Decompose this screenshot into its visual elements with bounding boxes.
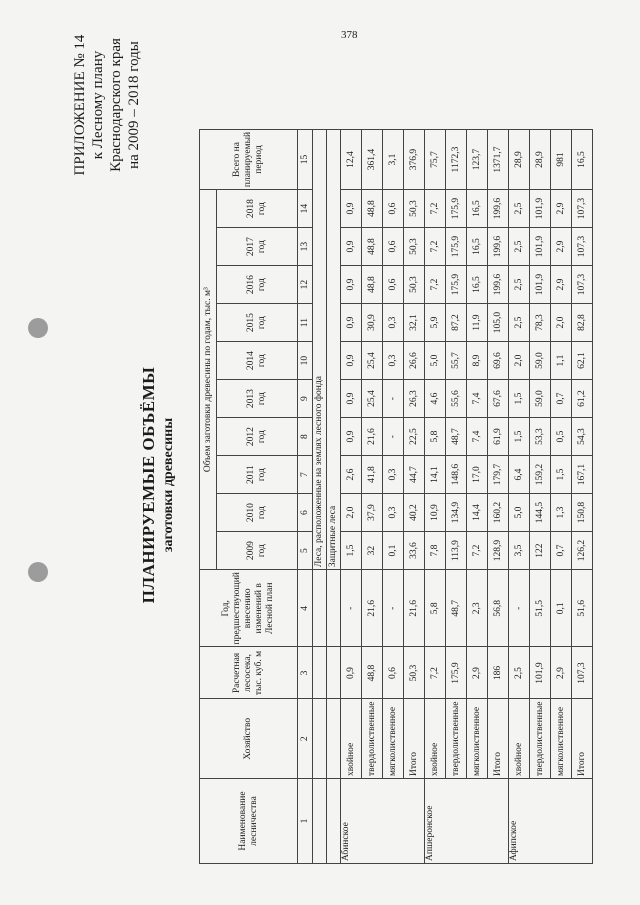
column-number: 13 <box>298 228 313 266</box>
allowable-cut: 50,3 <box>404 647 425 699</box>
farm-type: мягколиственное <box>467 699 488 779</box>
year-value: 107,3 <box>572 190 593 228</box>
year-value: 167,1 <box>572 456 593 494</box>
allowable-cut: 175,9 <box>446 647 467 699</box>
year-value: 0,9 <box>341 228 362 266</box>
allowable-cut: 2,9 <box>551 647 572 699</box>
table-row <box>551 129 572 863</box>
region-name: Апшеронское <box>425 779 509 864</box>
section-label-empty <box>327 699 341 779</box>
year-value: 11,9 <box>467 304 488 342</box>
year-value: 61,2 <box>572 380 593 418</box>
period-total: 361,4 <box>362 129 383 189</box>
year-value: 14,1 <box>425 456 446 494</box>
page-number: 378 <box>341 29 358 41</box>
farm-type: твердолиственные <box>362 699 383 779</box>
year-value: 53,3 <box>530 418 551 456</box>
year-value: 2,5 <box>509 190 530 228</box>
header-year: 2016 год <box>217 266 298 304</box>
year-value: 48,8 <box>362 190 383 228</box>
column-number: 7 <box>298 456 313 494</box>
year-value: 2,5 <box>509 266 530 304</box>
allowable-cut: 0,6 <box>383 647 404 699</box>
year-value: 7,2 <box>425 190 446 228</box>
column-number: 3 <box>298 647 313 699</box>
year-value: 16,5 <box>467 266 488 304</box>
year-value: 0,9 <box>341 304 362 342</box>
header-year: 2014 год <box>217 342 298 380</box>
year-value: 2,9 <box>551 190 572 228</box>
column-number: 6 <box>298 494 313 532</box>
year-value: 7,2 <box>425 266 446 304</box>
year-value: 128,9 <box>488 532 509 570</box>
rotated-page <box>61 0 621 870</box>
year-value: 5,0 <box>509 494 530 532</box>
year-value: 69,6 <box>488 342 509 380</box>
table-row <box>446 129 467 863</box>
period-total: 1172,3 <box>446 129 467 189</box>
year-value: 2,0 <box>551 304 572 342</box>
year-value: 87,2 <box>446 304 467 342</box>
section-label-empty <box>313 647 327 699</box>
section-label-empty <box>313 699 327 779</box>
column-number: 4 <box>298 570 313 647</box>
period-total: 28,9 <box>530 129 551 189</box>
year-value: 126,2 <box>572 532 593 570</box>
year-value: 1,1 <box>551 342 572 380</box>
year-value: 6,4 <box>509 456 530 494</box>
column-number: 10 <box>298 342 313 380</box>
section-row <box>327 129 341 863</box>
table-row <box>467 129 488 863</box>
year-value: 55,7 <box>446 342 467 380</box>
year-value: 199,6 <box>488 190 509 228</box>
year-value: 7,4 <box>467 380 488 418</box>
header-total: Всего на планируемый период <box>200 129 298 189</box>
year-value: 1,5 <box>341 532 362 570</box>
period-total: 28,9 <box>509 129 530 189</box>
header-volume: Объем заготовки древесины по годам, тыс. м³ <box>200 190 217 570</box>
column-number: 11 <box>298 304 313 342</box>
section-label-empty <box>327 647 341 699</box>
year-value: 0,9 <box>341 342 362 380</box>
year-value: 2,5 <box>509 304 530 342</box>
allowable-cut: 7,2 <box>425 647 446 699</box>
year-value: 0,3 <box>383 456 404 494</box>
header-year: 2013 год <box>217 380 298 418</box>
year-value: 54,3 <box>572 418 593 456</box>
year-value: 40,2 <box>404 494 425 532</box>
harvest-table <box>199 129 593 864</box>
prev-year-value: - <box>341 570 362 647</box>
year-value: 59,0 <box>530 342 551 380</box>
appendix-note <box>71 5 143 205</box>
allowable-cut: 2,9 <box>467 647 488 699</box>
year-value: 0,9 <box>341 266 362 304</box>
appendix-line: к Лесному плану <box>90 50 106 160</box>
table-row <box>341 129 362 863</box>
farm-type: твердолиственные <box>446 699 467 779</box>
prev-year-value: 51,5 <box>530 570 551 647</box>
appendix-line: Краснодарского края <box>108 38 124 172</box>
year-value: 82,8 <box>572 304 593 342</box>
year-value: 78,3 <box>530 304 551 342</box>
prev-year-value: 21,6 <box>404 570 425 647</box>
year-value: 32,1 <box>404 304 425 342</box>
year-value: 0,7 <box>551 532 572 570</box>
year-value: 7,2 <box>467 532 488 570</box>
header-number-row <box>298 129 313 863</box>
year-value: 25,4 <box>362 342 383 380</box>
year-value: 30,9 <box>362 304 383 342</box>
year-value: - <box>383 418 404 456</box>
year-value: 50,3 <box>404 266 425 304</box>
year-value: 33,6 <box>404 532 425 570</box>
year-value: 0,6 <box>383 228 404 266</box>
year-value: 134,9 <box>446 494 467 532</box>
year-value: 144,5 <box>530 494 551 532</box>
year-value: 5,9 <box>425 304 446 342</box>
appendix-line: на 2009 – 2018 годы <box>126 41 142 169</box>
year-value: 1,5 <box>509 380 530 418</box>
column-number: 1 <box>298 779 313 864</box>
year-value: 160,2 <box>488 494 509 532</box>
year-value: 4,6 <box>425 380 446 418</box>
table-row <box>425 129 446 863</box>
year-value: 0,3 <box>383 494 404 532</box>
year-value: 26,6 <box>404 342 425 380</box>
year-value: 67,6 <box>488 380 509 418</box>
year-value: 41,8 <box>362 456 383 494</box>
farm-type: твердолиственные <box>530 699 551 779</box>
year-value: 48,8 <box>362 228 383 266</box>
column-number: 2 <box>298 699 313 779</box>
period-total: 1371,7 <box>488 129 509 189</box>
year-value: 105,0 <box>488 304 509 342</box>
year-value: 101,9 <box>530 266 551 304</box>
allowable-cut: 48,8 <box>362 647 383 699</box>
year-value: 2,0 <box>341 494 362 532</box>
year-value: 5,8 <box>425 418 446 456</box>
header-year: 2009 год <box>217 532 298 570</box>
header-year: 2015 год <box>217 304 298 342</box>
year-value: 0,7 <box>551 380 572 418</box>
year-value: 7,4 <box>467 418 488 456</box>
year-value: 25,4 <box>362 380 383 418</box>
prev-year-value: - <box>383 570 404 647</box>
year-value: 7,8 <box>425 532 446 570</box>
year-value: 1,3 <box>551 494 572 532</box>
period-total: 376,9 <box>404 129 425 189</box>
year-value: 199,6 <box>488 266 509 304</box>
year-value: 2,5 <box>509 228 530 266</box>
subtitle: заготовки древесины <box>161 417 176 553</box>
header-prev-year: Год, предшествующий внесению изменений в Лесной план <box>200 570 298 647</box>
year-value: 2,9 <box>551 228 572 266</box>
farm-type: хвойное <box>341 699 362 779</box>
year-value: 14,4 <box>467 494 488 532</box>
year-value: 61,9 <box>488 418 509 456</box>
year-value: 37,9 <box>362 494 383 532</box>
year-value: 150,8 <box>572 494 593 532</box>
farm-type: хвойное <box>425 699 446 779</box>
section-label-empty <box>327 570 341 647</box>
year-value: 21,6 <box>362 418 383 456</box>
section-label: Леса, расположенные на землях лесного фонда <box>313 129 327 569</box>
year-value: 7,2 <box>425 228 446 266</box>
period-total: 16,5 <box>572 129 593 189</box>
farm-type: Итого <box>572 699 593 779</box>
header-year: 2011 год <box>217 456 298 494</box>
region-name: Абинское <box>341 779 425 864</box>
header-region: Наименование лесничества <box>200 779 298 864</box>
year-value: 3,5 <box>509 532 530 570</box>
year-value: - <box>383 380 404 418</box>
year-value: 0,6 <box>383 190 404 228</box>
year-value: 32 <box>362 532 383 570</box>
column-number: 8 <box>298 418 313 456</box>
year-value: 0,9 <box>341 380 362 418</box>
appendix-line: ПРИЛОЖЕНИЕ № 14 <box>72 34 88 176</box>
year-value: 50,3 <box>404 228 425 266</box>
year-value: 26,3 <box>404 380 425 418</box>
year-value: 175,9 <box>446 190 467 228</box>
table-row <box>572 129 593 863</box>
year-value: 48,7 <box>446 418 467 456</box>
table-row <box>488 129 509 863</box>
title: ПЛАНИРУЕМЫЕ ОБЪЁМЫ <box>139 366 158 604</box>
year-value: 175,9 <box>446 228 467 266</box>
year-value: 8,9 <box>467 342 488 380</box>
section-label: Защитные леса <box>327 129 341 569</box>
year-value: 107,3 <box>572 266 593 304</box>
year-value: 0,9 <box>341 190 362 228</box>
allowable-cut: 186 <box>488 647 509 699</box>
prev-year-value: 5,8 <box>425 570 446 647</box>
farm-type: Итого <box>404 699 425 779</box>
prev-year-value: 51,6 <box>572 570 593 647</box>
punch-hole-top <box>28 318 48 338</box>
year-value: 0,9 <box>341 418 362 456</box>
year-value: 16,5 <box>467 190 488 228</box>
section-row <box>313 129 327 863</box>
year-value: 107,3 <box>572 228 593 266</box>
allowable-cut: 107,3 <box>572 647 593 699</box>
year-value: 22,5 <box>404 418 425 456</box>
year-value: 62,1 <box>572 342 593 380</box>
year-value: 0,3 <box>383 304 404 342</box>
table-row <box>383 129 404 863</box>
year-value: 55,6 <box>446 380 467 418</box>
prev-year-value: 56,8 <box>488 570 509 647</box>
year-value: 179,7 <box>488 456 509 494</box>
year-value: 44,7 <box>404 456 425 494</box>
year-value: 48,8 <box>362 266 383 304</box>
table-head <box>200 129 313 863</box>
column-number: 5 <box>298 532 313 570</box>
year-value: 5,0 <box>425 342 446 380</box>
allowable-cut: 101,9 <box>530 647 551 699</box>
prev-year-value: 21,6 <box>362 570 383 647</box>
header-year: 2018 год <box>217 190 298 228</box>
period-total: 123,7 <box>467 129 488 189</box>
year-value: 17,0 <box>467 456 488 494</box>
year-value: 148,6 <box>446 456 467 494</box>
year-value: 59,0 <box>530 380 551 418</box>
region-name: Афипское <box>509 779 593 864</box>
year-value: 1,5 <box>509 418 530 456</box>
prev-year-value: 48,7 <box>446 570 467 647</box>
table-row <box>530 129 551 863</box>
farm-type: мягколиственное <box>383 699 404 779</box>
allowable-cut: 0,9 <box>341 647 362 699</box>
punch-hole-bottom <box>28 562 48 582</box>
document-title <box>139 300 177 670</box>
farm-type: мягколиственное <box>551 699 572 779</box>
year-value: 0,5 <box>551 418 572 456</box>
header-year: 2017 год <box>217 228 298 266</box>
year-value: 101,9 <box>530 228 551 266</box>
column-number: 14 <box>298 190 313 228</box>
header-farm: Хозяйство <box>200 699 298 779</box>
year-value: 50,3 <box>404 190 425 228</box>
column-number: 12 <box>298 266 313 304</box>
section-label-empty <box>313 570 327 647</box>
farm-type: Итого <box>488 699 509 779</box>
year-value: 16,5 <box>467 228 488 266</box>
year-value: 10,9 <box>425 494 446 532</box>
section-label-empty <box>313 779 327 864</box>
section-label-empty <box>327 779 341 864</box>
table-row <box>509 129 530 863</box>
period-total: 3,1 <box>383 129 404 189</box>
year-value: 101,9 <box>530 190 551 228</box>
year-value: 113,9 <box>446 532 467 570</box>
header-year: 2010 год <box>217 494 298 532</box>
table-row <box>404 129 425 863</box>
table-row <box>362 129 383 863</box>
prev-year-value: - <box>509 570 530 647</box>
year-value: 2,0 <box>509 342 530 380</box>
year-value: 0,6 <box>383 266 404 304</box>
period-total: 75,7 <box>425 129 446 189</box>
period-total: 12,4 <box>341 129 362 189</box>
column-number: 9 <box>298 380 313 418</box>
year-value: 2,6 <box>341 456 362 494</box>
farm-type: хвойное <box>509 699 530 779</box>
year-value: 0,1 <box>383 532 404 570</box>
allowable-cut: 2,5 <box>509 647 530 699</box>
year-value: 175,9 <box>446 266 467 304</box>
table-body <box>313 129 593 863</box>
year-value: 1,5 <box>551 456 572 494</box>
prev-year-value: 0,1 <box>551 570 572 647</box>
prev-year-value: 2,3 <box>467 570 488 647</box>
period-total: 981 <box>551 129 572 189</box>
year-value: 159,2 <box>530 456 551 494</box>
header-year: 2012 год <box>217 418 298 456</box>
header-allowable: Расчетная лесосека, тыс. куб. м <box>200 647 298 699</box>
year-value: 2,9 <box>551 266 572 304</box>
year-value: 122 <box>530 532 551 570</box>
column-number: 15 <box>298 129 313 189</box>
year-value: 199,6 <box>488 228 509 266</box>
year-value: 0,3 <box>383 342 404 380</box>
